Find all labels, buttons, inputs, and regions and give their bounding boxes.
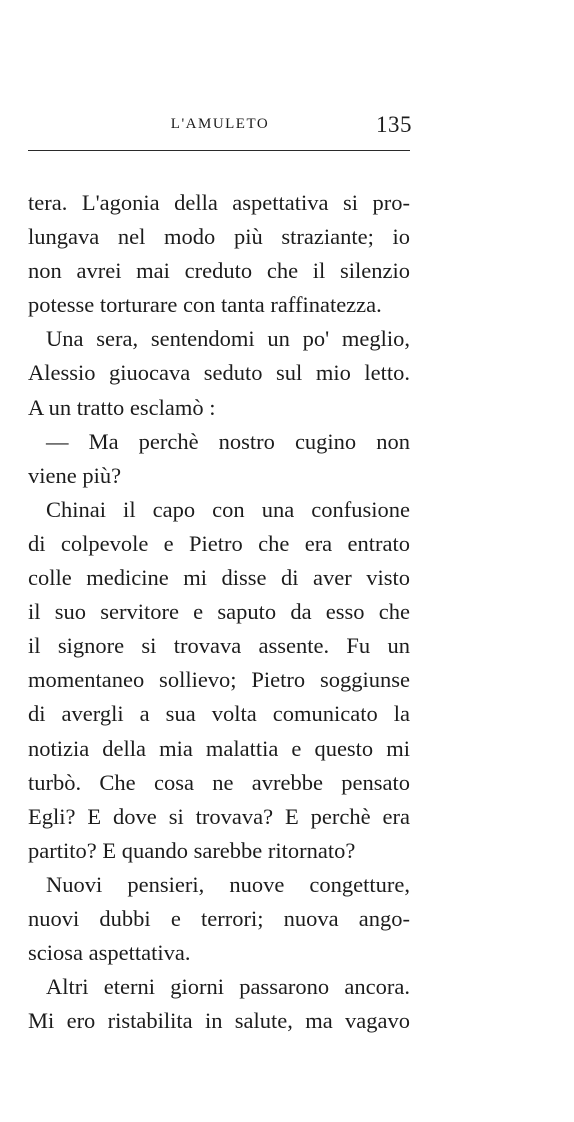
text-line: il suo servitore e saputo da esso che	[28, 599, 410, 625]
running-title: L'AMULETO	[170, 116, 270, 132]
text-line: colle medicine mi disse di aver visto	[28, 565, 410, 591]
text-line: Mi ero ristabilita in salute, ma vagavo	[28, 1008, 410, 1034]
text-line: viene più?	[28, 462, 122, 488]
text-line: — Ma perchè nostro cugino non	[46, 428, 410, 454]
text-line: lungava nel modo più straziante; io	[28, 224, 410, 250]
text-line: partito? E quando sarebbe ritornato?	[28, 837, 356, 863]
text-line: notizia della mia malattia e questo mi	[28, 735, 410, 761]
text-line: tera. L'agonia della aspettativa si pro-	[28, 190, 410, 215]
running-head	[28, 112, 412, 142]
header-rule	[28, 150, 410, 151]
text-line: turbò. Che cosa ne avrebbe pensato	[28, 769, 410, 795]
text-line: Nuovi pensieri, nuove congetture,	[46, 871, 410, 897]
text-line: nuovi dubbi e terrori; nuova ango-	[28, 905, 410, 931]
text-line: Altri eterni giorni passarono ancora.	[46, 974, 410, 1000]
text-line: non avrei mai creduto che il silenzio	[28, 258, 410, 284]
body-text	[28, 186, 410, 1038]
text-line: potesse torturare con tanta raffinatezza.	[28, 292, 382, 318]
text-line: il signore si trovava assente. Fu un	[28, 633, 410, 659]
text-line: Egli? E dove si trovava? E perchè era	[28, 803, 410, 829]
text-line: Alessio giuocava seduto sul mio letto.	[28, 360, 410, 386]
text-line: A un tratto esclamò :	[28, 394, 216, 420]
text-line: Una sera, sentendomi un po' meglio,	[46, 326, 410, 352]
text-line: di avergli a sua volta comunicato la	[28, 701, 410, 727]
page-number: 135	[376, 112, 412, 137]
text-line: momentaneo sollievo; Pietro soggiunse	[28, 667, 410, 693]
text-line: Chinai il capo con una confusione	[46, 496, 410, 522]
text-line: sciosa aspettativa.	[28, 940, 191, 966]
text-line: di colpevole e Pietro che era entrato	[28, 530, 410, 556]
